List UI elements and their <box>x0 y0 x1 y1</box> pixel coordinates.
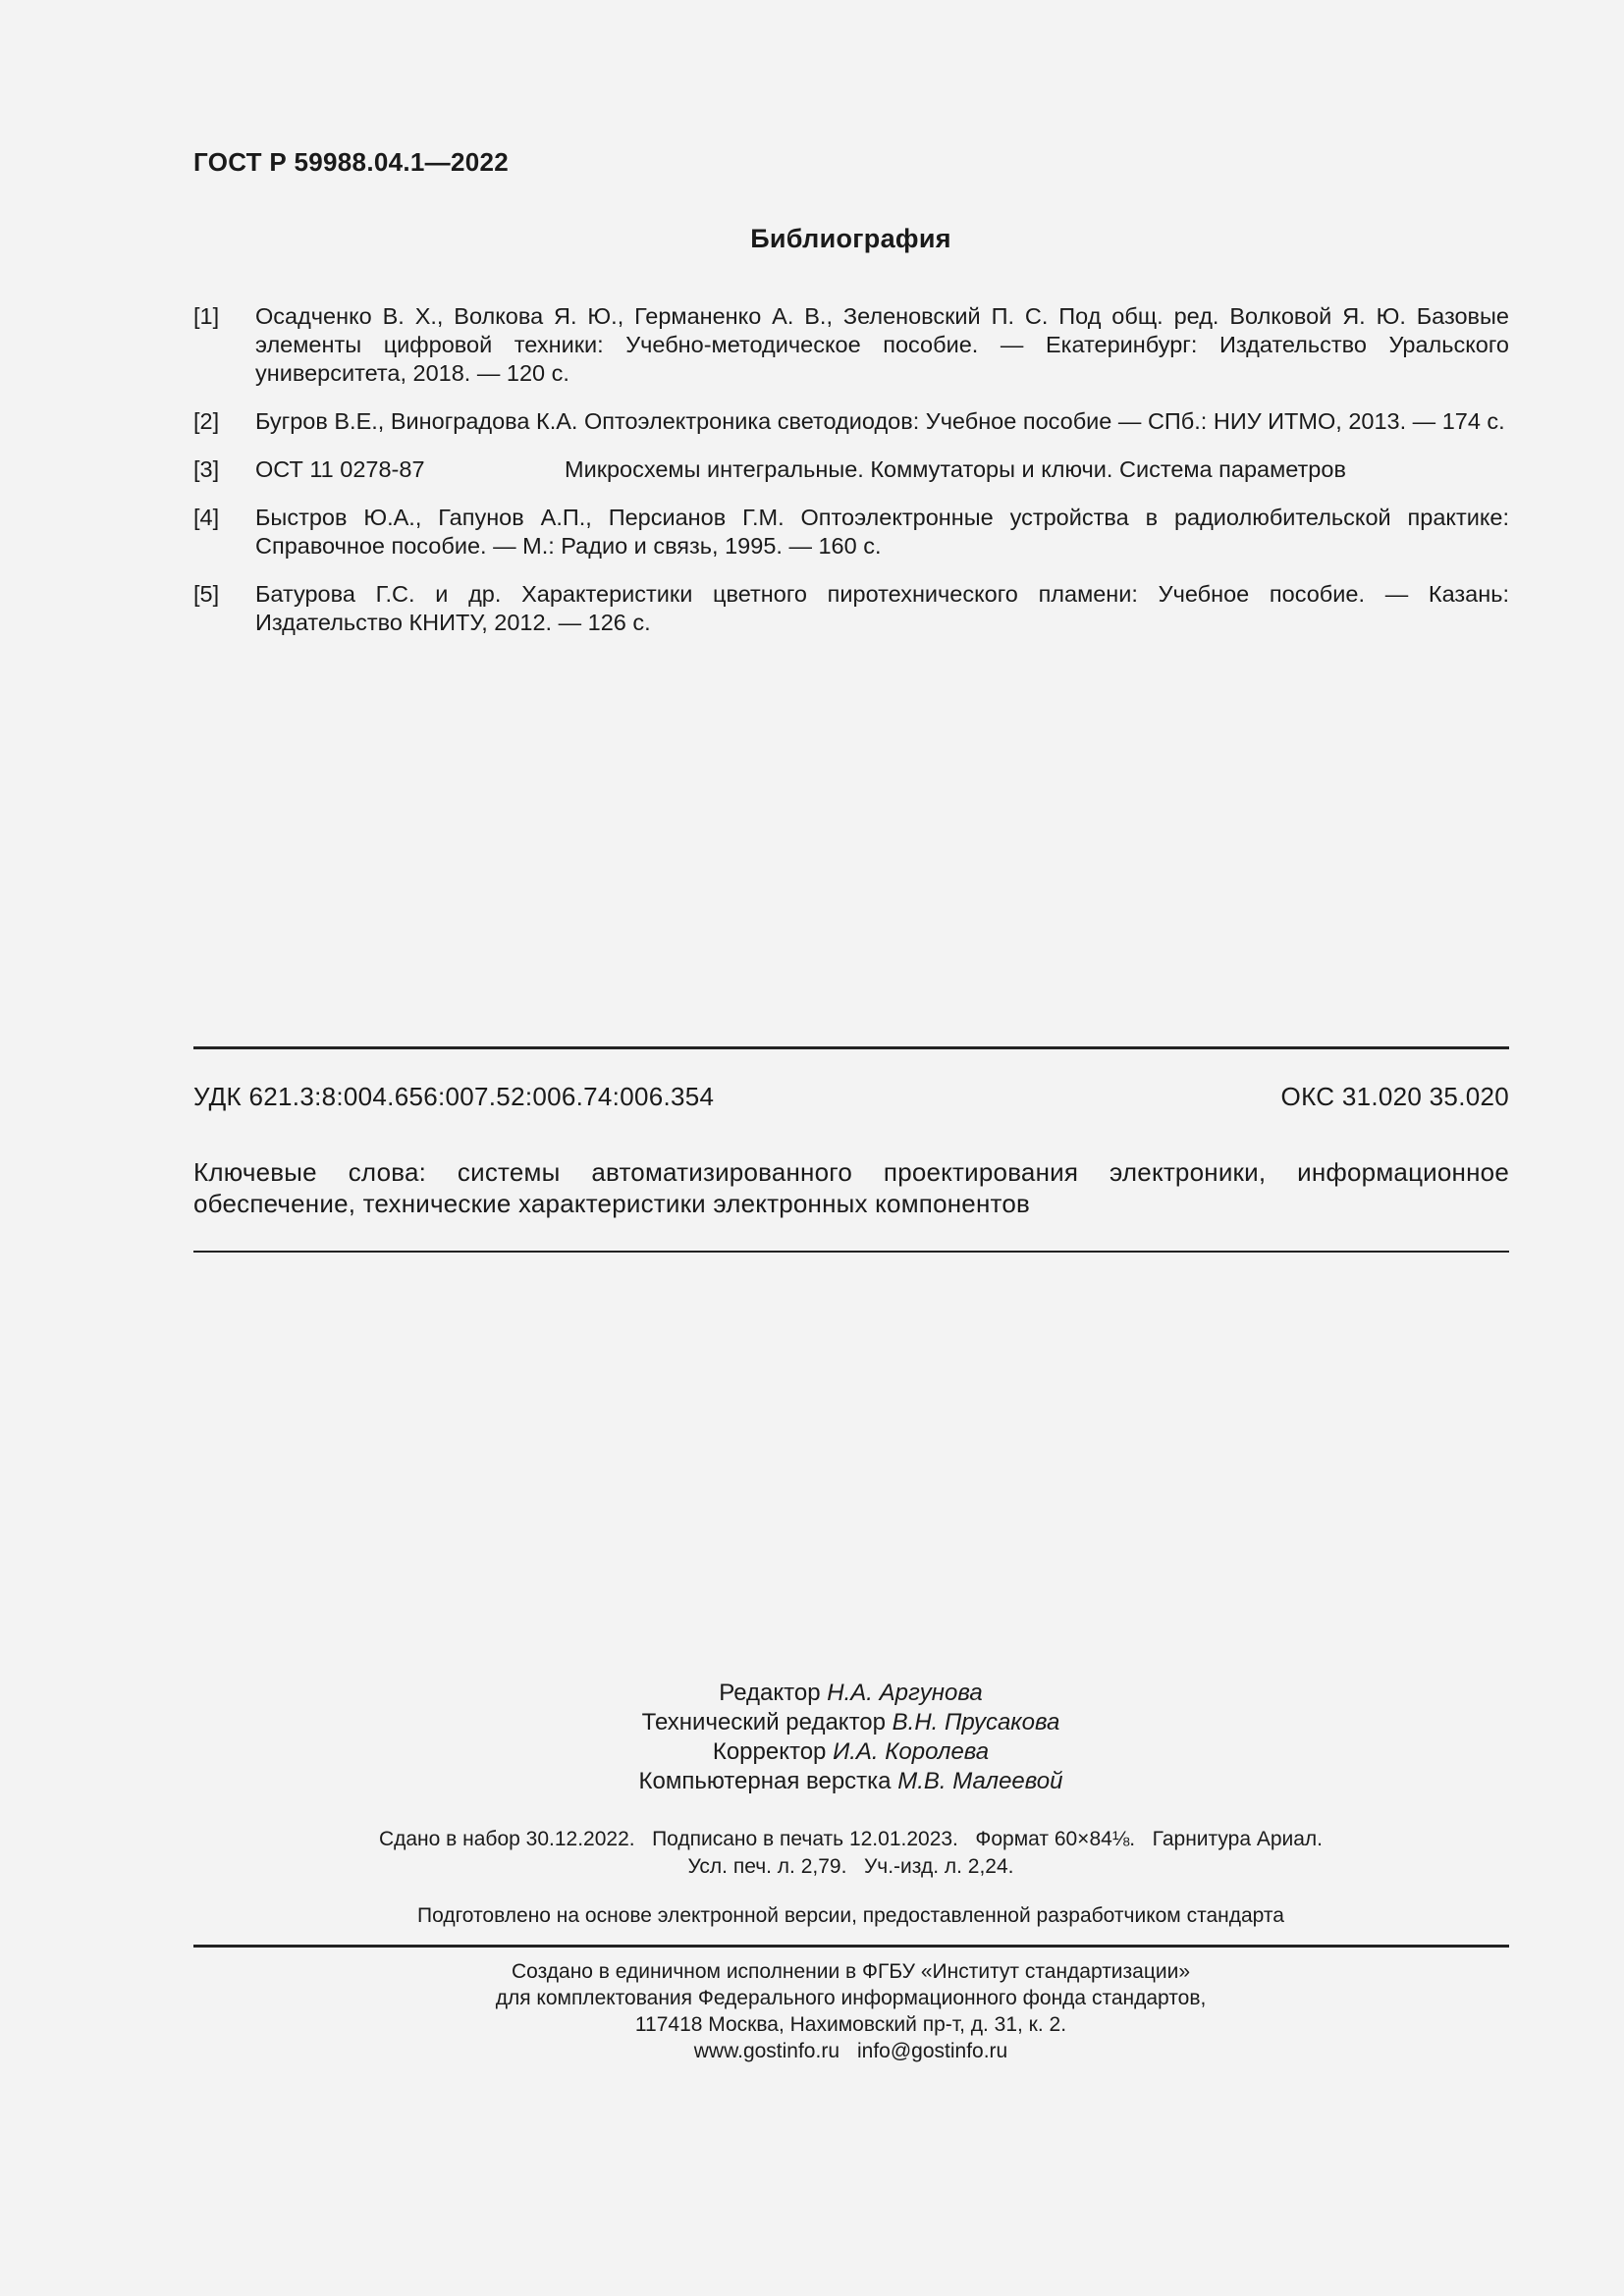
entry-standard-code: ОСТ 11 0278-87 <box>255 456 425 482</box>
website-link[interactable]: www.gostinfo.ru <box>693 2040 839 2062</box>
layout-name: М.В. Малеевой <box>897 1768 1063 1794</box>
bibliography-entry <box>193 580 1509 637</box>
corrector-role: Корректор <box>712 1738 827 1765</box>
entry-text: Бугров В.Е., Виноградова К.А. Оптоэлектроника светодиодов: Учебное пособие — СПб.: НИУ ИТМО, 2013. — 174 с. <box>255 408 1505 434</box>
layout-line <box>0 1767 1624 1796</box>
editor-line <box>0 1679 1624 1708</box>
udk-code: УДК 621.3:8:004.656:007.52:006.74:006.354 <box>193 1082 715 1111</box>
entry-text-line <box>255 455 1509 484</box>
tech-editor-line <box>0 1708 1624 1737</box>
print-info-line: Сдано в набор 30.12.2022. Подписано в печать 12.01.2023. Формат 60×84⅛. Гарнитура Ариал. <box>378 1828 1324 1850</box>
corrector-line <box>0 1737 1624 1767</box>
publisher-block <box>0 1958 1624 2064</box>
entry-text: Осадченко В. Х., Волкова Я. Ю., Германенко А. В., Зеленовский П. С. Под общ. ред. Волковой Я. Ю. Базовые элементы цифровой техники: Учебно-методическое пособие. — Екатеринбург: Издательство Уральского университета, 2018. — 120 с. <box>255 303 1509 386</box>
tech-editor-name: В.Н. Прусакова <box>892 1709 1060 1735</box>
email-link[interactable]: info@gostinfo.ru <box>857 2040 1008 2062</box>
divider-top <box>193 1046 1509 1049</box>
bibliography-entry <box>193 455 1509 484</box>
oks-code: ОКС 31.020 35.020 <box>1280 1082 1509 1111</box>
entry-number: [2] <box>193 408 220 434</box>
publisher-line: 117418 Москва, Нахимовский пр-т, д. 31, к. 2. <box>634 2013 1067 2036</box>
standard-code: ГОСТ Р 59988.04.1—2022 <box>193 147 509 177</box>
entry-number: [5] <box>193 581 220 607</box>
bibliography-entry <box>193 302 1509 388</box>
editor-role: Редактор <box>719 1680 821 1706</box>
entry-number: [4] <box>193 505 220 530</box>
layout-role: Компьютерная верстка <box>638 1768 892 1794</box>
entry-number: [3] <box>193 456 220 482</box>
publisher-line: Создано в единичном исполнении в ФГБУ «Институт стандартизации» <box>511 1960 1191 1983</box>
entry-text: Микросхемы интегральные. Коммутаторы и ключи. Система параметров <box>565 456 1346 482</box>
bibliography-list <box>193 302 1509 657</box>
corrector-name: И.А. Королева <box>833 1738 990 1765</box>
tech-editor-role: Технический редактор <box>641 1709 886 1735</box>
editors-block <box>0 1679 1624 1796</box>
divider-bottom <box>193 1945 1509 1948</box>
entry-number: [1] <box>193 303 220 329</box>
entry-text: Батурова Г.С. и др. Характеристики цветного пиротехнического пламени: Учебное пособие. — Казань: Издательство КНИТУ, 2012. — 126 с. <box>255 581 1509 635</box>
bibliography-entry <box>193 407 1509 436</box>
keywords: Ключевые слова: системы автоматизированного проектирования электроники, информационное обеспечение, технические характеристики электронных компонентов <box>193 1157 1509 1218</box>
publisher-contacts <box>0 2038 1624 2064</box>
bibliography-title: Библиография <box>750 224 951 253</box>
publisher-line: для комплектования Федерального информационного фонда стандартов, <box>495 1987 1207 2009</box>
divider-keywords <box>193 1251 1509 1253</box>
bibliography-entry <box>193 504 1509 561</box>
print-info-line: Усл. печ. л. 2,79. Уч.-изд. л. 2,24. <box>687 1855 1014 1878</box>
editor-name: Н.А. Аргунова <box>827 1680 983 1706</box>
entry-text: Быстров Ю.А., Гапунов А.П., Персианов Г.М. Оптоэлектронные устройства в радиолюбительской практике: Справочное пособие. — М.: Радио и связь, 1995. — 160 с. <box>255 505 1509 559</box>
print-info <box>0 1826 1624 1881</box>
prepared-note: Подготовлено на основе электронной версии, предоставленной разработчиком стандарта <box>417 1904 1284 1927</box>
